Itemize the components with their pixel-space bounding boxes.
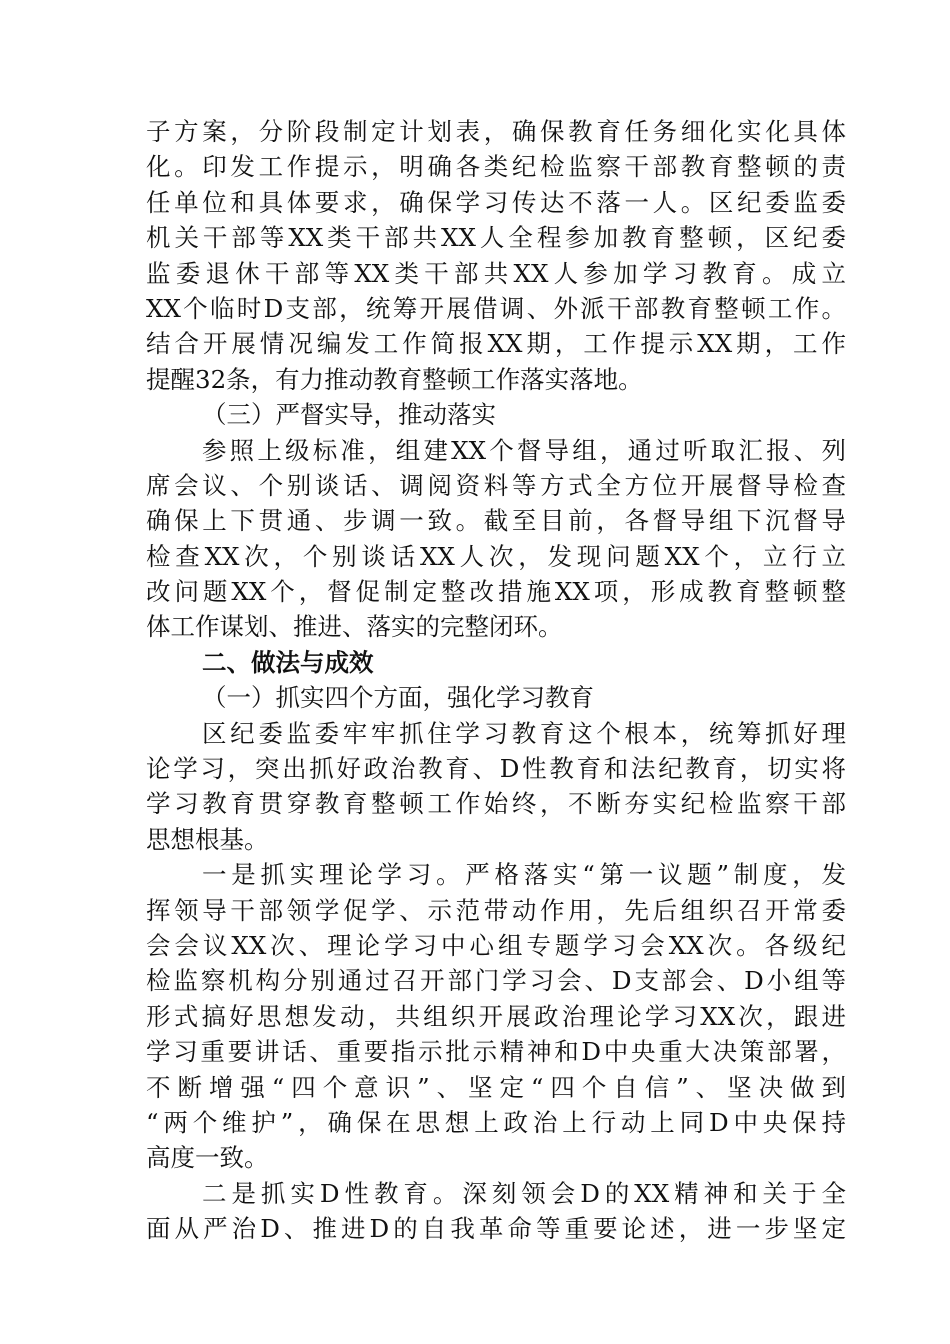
- body-line: XX个临时D支部，统筹开展借调、外派干部教育整顿工作。: [146, 293, 846, 323]
- section-heading: 二、做法与成效: [202, 647, 374, 677]
- body-line: “两个维护”，确保在思想上政治上行动上同D中央保持: [146, 1107, 846, 1137]
- body-line: 不断增强“四个意识”、坚定“四个自信”、坚决做到: [146, 1072, 846, 1102]
- body-line: 学习重要讲话、重要指示批示精神和D中央重大决策部署，: [146, 1037, 846, 1067]
- paragraph-first-line: 一是抓实理论学习。严格落实“第一议题”制度，发: [202, 860, 846, 890]
- body-line: 改问题XX个，督促制定整改措施XX项，形成教育整顿整: [146, 577, 846, 607]
- body-line: 会会议XX次、理论学习中心组专题学习会XX次。各级纪: [146, 930, 846, 960]
- body-line: 机关干部等XX类干部共XX人全程参加教育整顿，区纪委: [146, 223, 846, 253]
- body-line: 确保上下贯通、步调一致。截至目前，各督导组下沉督导: [146, 506, 846, 536]
- paragraph-first-line: 二是抓实D性教育。深刻领会D的XX精神和关于全: [202, 1178, 846, 1208]
- body-line: 形式搞好思想发动，共组织开展政治理论学习XX次，跟进: [146, 1001, 846, 1031]
- body-line: 提醒32条，有力推动教育整顿工作落实落地。: [146, 364, 643, 394]
- body-line: 子方案，分阶段制定计划表，确保教育任务细化实化具体: [146, 117, 846, 146]
- body-line: 挥领导干部领学促学、示范带动作用，先后组织召开常委: [146, 895, 846, 925]
- body-line: 思想根基。: [146, 824, 269, 854]
- body-line: 结合开展情况编发工作简报XX期，工作提示XX期，工作: [146, 329, 846, 359]
- body-line: 席会议、个别谈话、调阅资料等方式全方位开展督导检查: [146, 470, 846, 500]
- body-line: 任单位和具体要求，确保学习传达不落一人。区纪委监委: [146, 187, 846, 217]
- subsection-heading: （三）严督实导，推动落实: [202, 400, 496, 430]
- subsection-heading: （一）抓实四个方面，强化学习教育: [202, 683, 594, 713]
- body-line: 监委退休干部等XX类干部共XX人参加学习教育。成立: [146, 258, 846, 288]
- body-line: 高度一致。: [146, 1143, 269, 1173]
- document-body: [146, 114, 846, 1247]
- body-line: 化。印发工作提示，明确各类纪检监察干部教育整顿的责: [146, 152, 846, 182]
- body-line: 检监察机构分别通过召开部门学习会、D支部会、D小组等: [146, 966, 846, 996]
- paragraph-first-line: 参照上级标准，组建XX个督导组，通过听取汇报、列: [202, 435, 846, 465]
- paragraph-first-line: 区纪委监委牢牢抓住学习教育这个根本，统筹抓好理: [202, 718, 846, 748]
- body-line: 论学习，突出抓好政治教育、D性教育和法纪教育，切实将: [146, 754, 846, 784]
- body-line: 学习教育贯穿教育整顿工作始终，不断夯实纪检监察干部: [146, 789, 846, 819]
- body-line: 体工作谋划、推进、落实的完整闭环。: [146, 612, 563, 642]
- body-line: 检查XX次，个别谈话XX人次，发现问题XX个，立行立: [146, 541, 846, 571]
- body-line: 面从严治D、推进D的自我革命等重要论述，进一步坚定: [146, 1214, 846, 1244]
